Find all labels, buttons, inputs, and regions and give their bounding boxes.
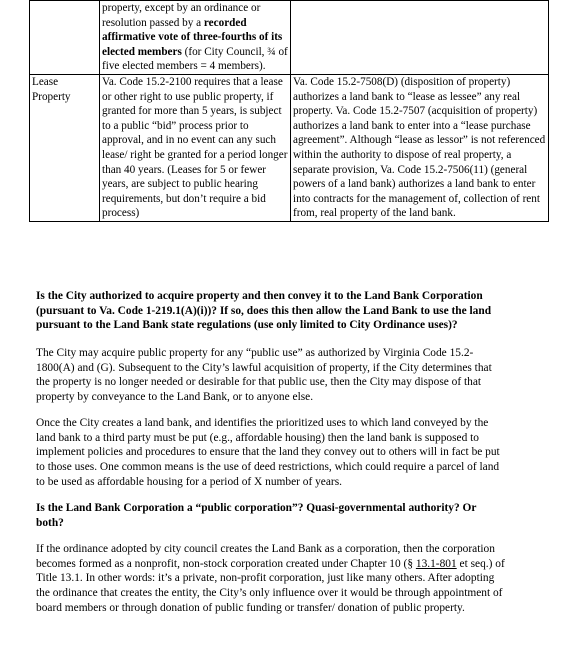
code-section-link[interactable]: 13.1-801 <box>415 557 457 570</box>
question-heading: Is the Land Bank Corporation a “public corporation”? Quasi-governmental authority? Or both? <box>36 502 477 529</box>
paragraph-text: et seq.) of Title 13.1. In other words: it’s a private, non-profit corporation, just like many others. After adopting the ordinance that creates the entity, the City’s only influence over it would be through appointment of board members or through donation of public funding or transfer/ donation of public property. <box>36 557 505 614</box>
table-cell-land-bank-code: Va. Code 15.2-7508(D) (disposition of property) authorizes a land bank to “lease as lessee” any real property. Va. Code 15.2-7507 (acquisition of property) authorizes a land bank to enter into a “lease purchase agreement”. Although “lease as lessor” is not referenced within the authority to dispose of real property, a separate provision, Va. Code 15.2-7506(11) (general powers of a land bank) authorizes a land bank to enter into contracts for the management of, collection of rent from, real property of the land bank. <box>291 74 549 221</box>
table-cell-city-code: Va. Code 15.2-2100 requires that a lease or other right to use public property, if granted for more than 5 years, is subject to a public “bid” process prior to approval, and in no event can any such lease/ right be granted for a period longer than 40 years. (Leases for 5 or fewer years, are subject to public hearing requirements, but don’t require a bid process) <box>100 74 291 221</box>
cell-bold-text: recorded affirmative vote of three-fourths of its elected members <box>102 16 283 58</box>
table-cell-topic <box>30 1 100 75</box>
body-paragraph <box>36 542 506 616</box>
body-paragraph: The City may acquire public property for any “public use” as authorized by Virginia Code 15.2-1800(A) and (G). Subsequent to the City’s lawful acquisition of property, if the City determines that the property is no longer needed or desirable for that public use, then the City may dispose of that property by conveyance to the Land Bank, or to anyone else. <box>36 347 492 404</box>
table-cell-land-bank-code <box>291 1 549 75</box>
table-cell-city-code <box>100 1 291 75</box>
cell-text: (for City Council, ¾ of five elected members = 4 members). <box>102 45 288 73</box>
question-heading: Is the City authorized to acquire property and then convey it to the Land Bank Corporation (pursuant to Va. Code 1-219.1(A)(i))? If so, does this then allow the Land Bank to use the land pursuant to the Land Bank state regulations (use only limited to City Ordinance uses)? <box>36 290 492 332</box>
body-paragraph: Once the City creates a land bank, and identifies the prioritized uses to which land conveyed by the land bank to a third party must be put (e.g., affordable housing) then the land bank is supposed to implement policies and procedures to ensure that the land they convey out to others will in fact be put to those uses. One common means is the use of deed restrictions, which could require a parcel of land to be used as affordable housing for a period of X number of years. <box>36 417 500 488</box>
paragraph-text: If the ordinance adopted by city council creates the Land Bank as a corporation, then the corporation becomes formed as a nonprofit, non-stock corporation created under Chapter 10 (§ <box>36 543 495 570</box>
comparison-table <box>29 0 549 222</box>
table-cell-topic: Lease Property <box>30 74 100 221</box>
table-row <box>30 74 549 221</box>
table-row <box>30 1 549 75</box>
cell-text: property, except by an ordinance or resolution passed by a <box>102 2 261 29</box>
